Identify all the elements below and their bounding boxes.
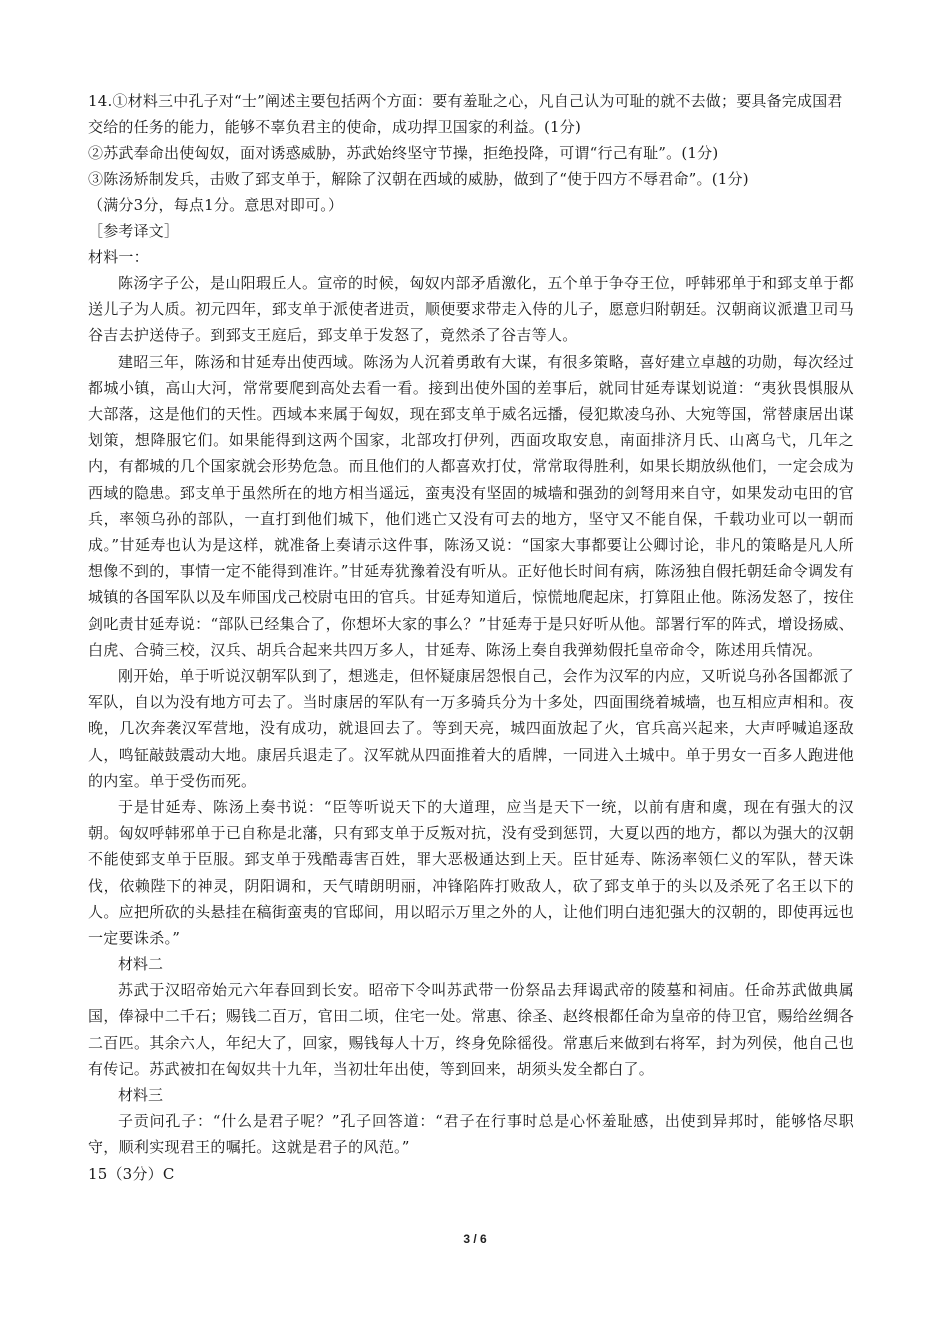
page-number: 3 / 6 — [463, 1232, 487, 1246]
material-2-label: 材料二 — [118, 955, 164, 974]
answer-14-scoring-note: （满分3分，每点1分。意思对即可。） — [88, 196, 344, 214]
material-2-paragraph: 苏武于汉昭帝始元六年春回到长安。昭帝下令叫苏武带一份祭品去拜谒武帝的陵墓和祠庙。任命苏武做典属国，俸禄中二千石；赐钱二百万，官田二顷，住宅一处。常惠、徐圣、赵终根都任命为皇帝的侍卫官，赐给丝绸各二百匹。其余六人，年纪大了，回家，赐钱每人十万，终身免除徭役。常惠后来做到右将军，封为列侯，他自己也有传记。苏武被扣在匈奴共十九年，当初壮年出使，等到回来，胡须头发全都白了。 — [88, 981, 854, 1078]
material-1-paragraph-3: 刚开始，单于听说汉朝军队到了，想逃走，但怀疑康居怨恨自己，会作为汉军的内应，又听说乌孙各国都派了军队，自以为没有地方可去了。当时康居的军队有一万多骑兵分为十多处，四面围绕着城墙，也互相应声相和。夜晚，几次奔袭汉军营地，没有成功，就退回去了。等到天亮，城四面放起了火，官兵高兴起来，大声呼喊追逐敌人，鸣钲敲鼓震动大地。康居兵退走了。汉军就从四面推着大的盾牌，一同进入土城中。单于男女一百多人跑进他的内室。单于受伤而死。 — [88, 667, 854, 790]
answer-15: 15（3分）C — [88, 1164, 175, 1183]
material-3-label: 材料三 — [118, 1086, 164, 1105]
material-3-paragraph: 子贡问孔子：“什么是君子呢？”孔子回答道：“君子在行事时总是心怀羞耻感，出使到异邦时，能够恪尽职守，顺利实现君王的嘱托。这就是君子的风范。” — [88, 1112, 854, 1157]
material-1-label: 材料一： — [88, 248, 149, 266]
answer-14-point-1: 14.①材料三中孔子对“士”阐述主要包括两个方面：要有羞耻之心，凡自己认为可耻的就不去做；要具备完成国君交给的任务的能力，能够不辜负君主的使命，成功捍卫国家的利益。(1分) — [88, 92, 843, 136]
answer-14-point-3: ③陈汤矫制发兵，击败了郅支单于，解除了汉朝在西域的威胁，做到了“使于四方不辱君命”。(1分) — [88, 170, 749, 188]
material-1-paragraph-2: 建昭三年，陈汤和甘延寿出使西域。陈汤为人沉着勇敢有大谋，有很多策略，喜好建立卓越的功勋，每次经过都城小镇，高山大河，常常要爬到高处去看一看。接到出使外国的差事后，就同甘延寿谋划说道：“夷狄畏惧服从大部落，这是他们的天性。西域本来属于匈奴，现在郅支单于威名远播，侵犯欺凌乌孙、大宛等国，常替康居出谋划策，想降服它们。如果能得到这两个国家，北部攻打伊列，西面攻取安息，南面排济月氏、山离乌弋，几年之内，有都城的几个国家就会形势危急。而且他们的人都喜欢打仗，常常取得胜利，如果长期放纵他们，一定会成为西域的隐患。郅支单于虽然所在的地方相当遥远，蛮夷没有坚固的城墙和强劲的剑弩用来自守，如果发动屯田的官兵，率领乌孙的部队，一直打到他们城下，他们逃亡又没有可去的地方，坚守又不能自保，千载功业可以一朝而成。”甘延寿也认为是这样，就准备上奏请示这件事，陈汤又说：“国家大事都要让公卿讨论，非凡的策略是凡人所想像不到的，事情一定不能得到准许。”甘延寿犹豫着没有听从。正好他长时间有病，陈汤独自假托朝廷命令调发有城镇的各国军队以及车师国戊己校尉屯田的官兵。甘延寿知道后，惊慌地爬起床，打算阻止他。陈汤发怒了，按住剑叱责甘延寿说：“部队已经集合了，你想坏大家的事么？”甘延寿于是只好听从他。部署行军的阵式，增设扬威、白虎、合骑三校，汉兵、胡兵合起来共四万多人，甘延寿、陈汤上奏自我弹劾假托皇帝命令，陈述用兵情况。 — [88, 352, 854, 659]
material-1-paragraph-1: 陈汤字子公，是山阳瑕丘人。宣帝的时候，匈奴内部矛盾激化，五个单于争夺王位，呼韩邪单于和郅支单于都送儿子为人质。初元四年，郅支单于派使者进贡，顺便要求带走入侍的儿子，愿意归附朝廷。汉朝商议派遣卫司马谷吉去护送侍子。到郅支王庭后，郅支单于发怒了，竟然杀了谷吉等人。 — [88, 274, 854, 345]
answer-14-point-2: ②苏武奉命出使匈奴，面对诱惑威胁，苏武始终坚守节操，拒绝投降，可谓“行己有耻”。(1分) — [88, 144, 719, 162]
translation-heading: ［参考译文］ — [88, 222, 180, 240]
material-1-paragraph-4: 于是甘延寿、陈汤上奏书说：“臣等听说天下的大道理，应当是天下一统，以前有唐和虞，现在有强大的汉朝。匈奴呼韩邪单于已自称是北藩，只有郅支单于反叛对抗，没有受到惩罚，大夏以西的地方，都以为强大的汉朝不能使郅支单于臣服。郅支单于残酷毒害百姓，罪大恶极通达到上天。臣甘延寿、陈汤率领仁义的军队，替天诛伐，依赖陛下的神灵，阴阳调和，天气晴朗明丽，冲锋陷阵打败敌人，砍了郅支单于的头以及杀死了名王以下的人。应把所砍的头悬挂在稿街蛮夷的官邸间，用以昭示万里之外的人，让他们明白违犯强大的汉朝的，即使再远也一定要诛杀。” — [88, 798, 854, 948]
document-body — [88, 88, 854, 1187]
